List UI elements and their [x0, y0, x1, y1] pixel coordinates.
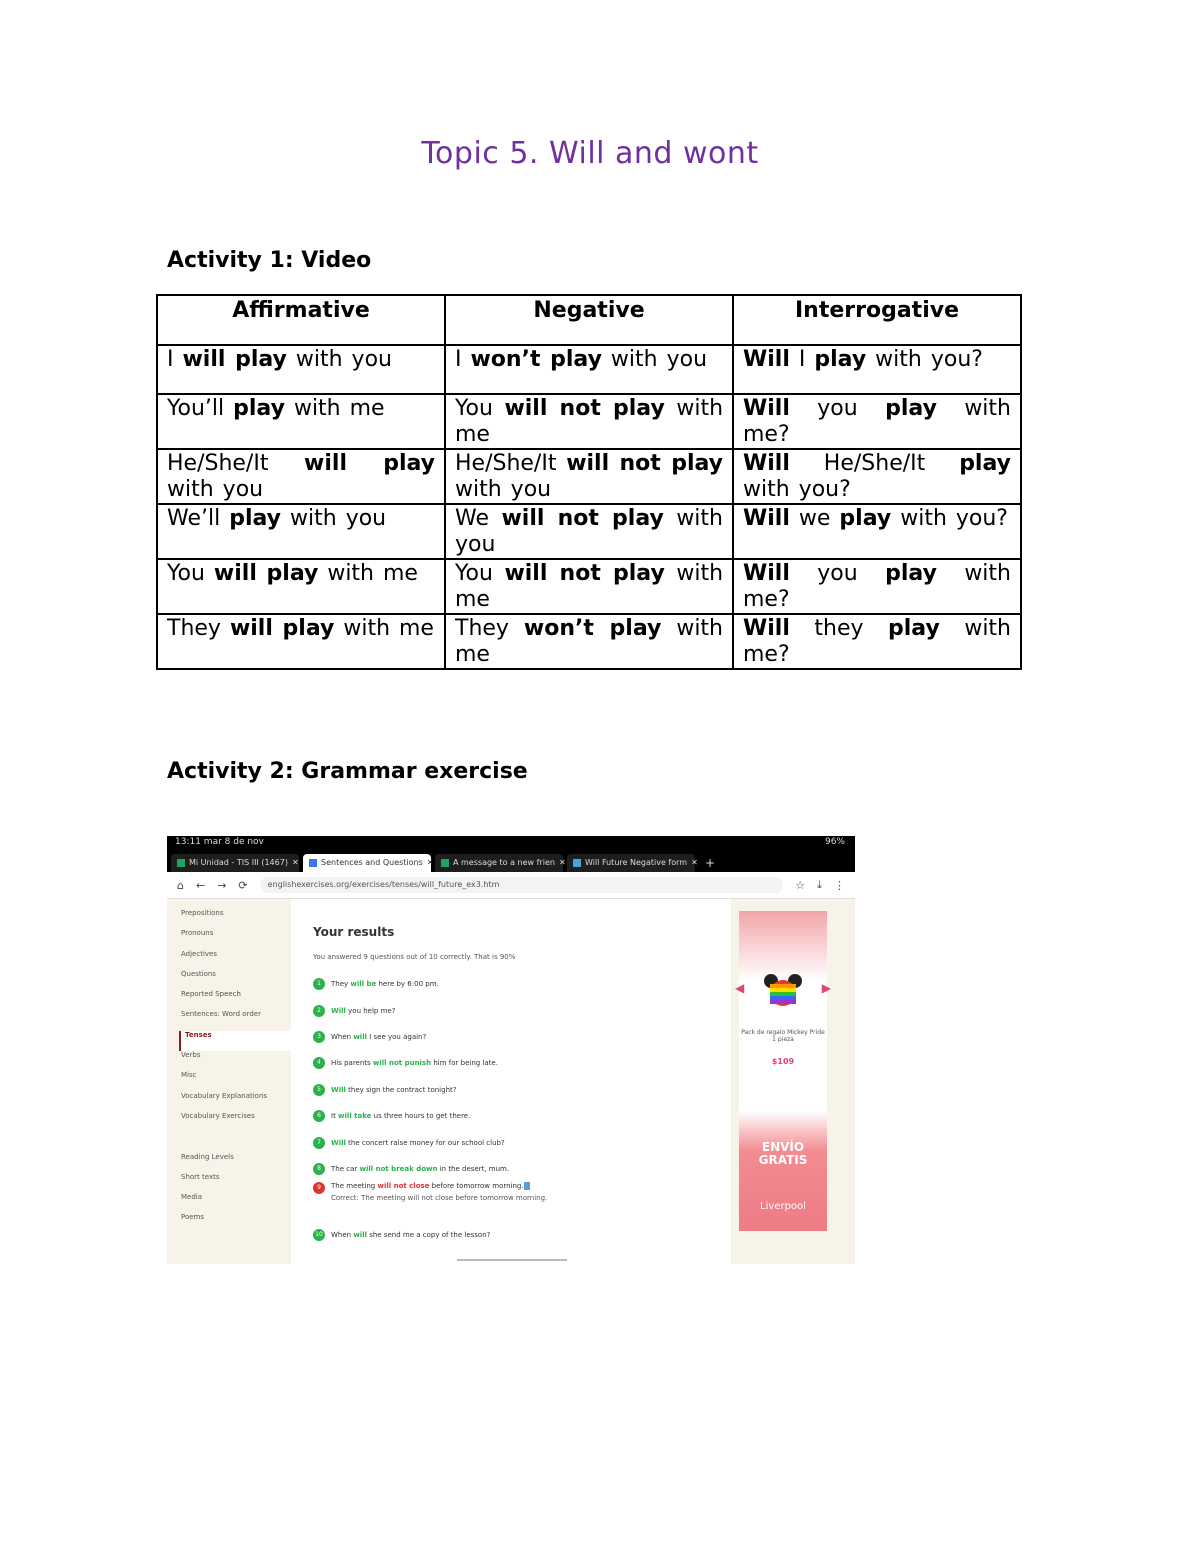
sentence-part: The meeting	[331, 1182, 378, 1191]
header-affirmative: Affirmative	[157, 295, 445, 345]
table-row	[157, 614, 1021, 669]
sidebar-link	[181, 1132, 291, 1152]
answer-highlight: will take	[338, 1112, 372, 1121]
answer-highlight: will not close	[377, 1182, 430, 1191]
correct-badge: 3	[313, 1031, 325, 1043]
table-cell: They will play with me	[157, 614, 445, 669]
sentence-part: His parents	[331, 1059, 373, 1068]
sidebar-link[interactable]: Reading Levels	[181, 1152, 234, 1161]
result-sentence	[331, 1139, 505, 1147]
table-row	[157, 449, 1021, 504]
battery-level: 96%	[824, 837, 845, 847]
status-time: 13:11 mar 8 de nov	[175, 837, 264, 847]
header-negative: Negative	[445, 295, 733, 345]
correct-badge: 8	[313, 1163, 325, 1175]
results-list	[313, 971, 731, 1249]
browser-tab-strip	[167, 852, 855, 872]
table-header-row	[157, 295, 1021, 345]
result-sentence	[331, 1086, 456, 1094]
sentence-part: him for being late.	[431, 1059, 498, 1068]
table-cell: Will you play with me?	[733, 394, 1021, 449]
result-sentence	[331, 1231, 490, 1239]
answer-highlight: Will	[331, 1138, 346, 1147]
answer-highlight: Will	[331, 1006, 346, 1015]
answer-highlight: will be	[350, 980, 377, 989]
sentence-part: When	[331, 1231, 354, 1240]
correct-badge: 6	[313, 1110, 325, 1122]
tab-label: Sentences and Questions	[321, 858, 423, 867]
table-row	[157, 504, 1021, 559]
sidebar-link[interactable]: Sentences: Word order	[181, 1010, 261, 1019]
answer-highlight: will not break down	[359, 1164, 438, 1173]
correct-badge: 2	[313, 1005, 325, 1017]
table-row	[157, 394, 1021, 449]
result-item	[313, 1024, 731, 1050]
result-item	[313, 997, 731, 1023]
close-icon[interactable]: ✕	[291, 858, 299, 867]
sidebar-link[interactable]: Vocabulary Explanations	[181, 1091, 268, 1100]
tab-label: Mi Unidad - TIS III (1467)	[189, 858, 288, 867]
sidebar-link[interactable]: Pronouns	[181, 929, 214, 938]
sentence-part: The car	[331, 1164, 360, 1173]
table-cell: Will we play with you?	[733, 504, 1021, 559]
sentence-part: here by 6:00 pm.	[376, 980, 439, 989]
result-sentence	[331, 1007, 395, 1015]
star-icon[interactable]: ☆	[795, 878, 806, 892]
result-sentence	[331, 1059, 498, 1067]
sentence-part: the concert raise money for our school club?	[345, 1138, 505, 1147]
sentence-part: you help me?	[345, 1006, 396, 1015]
results-title: Your results	[313, 925, 395, 939]
wrong-badge: 9	[313, 1182, 325, 1194]
results-panel	[291, 899, 731, 1264]
advertisement[interactable]	[731, 899, 855, 1264]
table-cell: Will they play with me?	[733, 614, 1021, 669]
sentence-part: she send me a copy of the lesson?	[367, 1231, 491, 1240]
activity-2-heading: Activity 2: Grammar exercise	[167, 759, 528, 784]
sidebar-link[interactable]: Media	[181, 1193, 203, 1202]
close-icon[interactable]: ✕	[558, 858, 566, 867]
table-cell: Will you play with me?	[733, 559, 1021, 614]
correct-answer: Correct: The meeting will not close before tomorrow morning.	[331, 1194, 548, 1203]
correct-badge: 10	[313, 1229, 325, 1241]
sidebar-link[interactable]: Prepositions	[181, 909, 224, 917]
back-icon[interactable]: ←	[195, 878, 206, 892]
answer-highlight: will	[353, 1231, 367, 1240]
url-input[interactable]: englishexercises.org/exercises/tenses/will_future_ex3.htm	[260, 877, 784, 893]
sidebar-link[interactable]: Short texts	[181, 1172, 220, 1181]
correct-badge: 4	[313, 1057, 325, 1069]
table-cell: They won’t play with me	[445, 614, 733, 669]
home-indicator	[457, 1259, 567, 1261]
result-item	[313, 1182, 731, 1222]
wrong-answer-pill	[524, 1182, 530, 1190]
download-icon[interactable]: ⤓	[817, 878, 822, 891]
answer-highlight: will not punish	[372, 1059, 432, 1068]
table-cell: You will not play with me	[445, 559, 733, 614]
menu-icon[interactable]: ⋮	[834, 878, 845, 892]
ad-next-icon[interactable]: ▶	[821, 981, 831, 995]
ad-shipping-banner: ENVÍO GRATIS	[758, 1140, 808, 1167]
browser-tab[interactable]	[435, 854, 566, 872]
result-sentence	[331, 1033, 426, 1041]
ad-price: $109	[771, 1057, 795, 1066]
result-sentence	[331, 1182, 547, 1202]
correct-badge: 7	[313, 1137, 325, 1149]
sentence-part: they sign the contract tonight?	[345, 1085, 457, 1094]
table-cell: You will play with me	[157, 559, 445, 614]
result-item	[313, 1103, 731, 1129]
table-cell: You’ll play with me	[157, 394, 445, 449]
table-row	[157, 345, 1021, 394]
sidebar-link[interactable]: Adjectives	[181, 949, 217, 958]
ad-prev-icon[interactable]: ◀	[735, 981, 745, 995]
sentence-part: It	[331, 1112, 339, 1121]
sentence-part: in the desert, mum.	[437, 1164, 510, 1173]
sentence-part: When	[331, 1032, 354, 1041]
ad-brand: Liverpool	[760, 1201, 806, 1212]
ad-product: Pack de regalo Mickey Pride 1 pieza	[741, 1029, 825, 1043]
tab-favicon-icon	[309, 859, 317, 867]
browser-tab[interactable]	[303, 854, 434, 872]
sidebar-link[interactable]: Reported Speech	[181, 990, 241, 999]
result-item	[313, 1129, 731, 1155]
result-item	[313, 1050, 731, 1076]
home-icon[interactable]: ⌂	[177, 878, 184, 892]
table-cell: I will play with you	[157, 345, 445, 394]
table-cell: We’ll play with you	[157, 504, 445, 559]
table-cell: Will He/She/It play with you?	[733, 449, 1021, 504]
sidebar-link[interactable]: Vocabulary Exercises	[181, 1111, 255, 1120]
new-tab-icon[interactable]: +	[705, 856, 716, 870]
table-cell: We will not play with you	[445, 504, 733, 559]
answer-highlight: Will	[331, 1085, 346, 1094]
table-cell: He/She/It will not play with you	[445, 449, 733, 504]
tab-favicon-icon	[441, 859, 449, 867]
results-score: You answered 9 questions out of 10 correctly. That is 90%	[313, 953, 516, 961]
result-item	[313, 1222, 731, 1248]
sidebar-link[interactable]: Questions	[181, 969, 216, 978]
will-conjugation-table	[156, 294, 1022, 670]
tab-label: A message to a new frien	[453, 858, 555, 867]
sentence-part: before tomorrow morning.	[429, 1182, 524, 1191]
answer-highlight: will	[353, 1032, 367, 1041]
browser-tab[interactable]	[567, 854, 698, 872]
table-cell: He/She/It will play with you	[157, 449, 445, 504]
browser-tab[interactable]	[171, 854, 299, 872]
sidebar-link[interactable]: Tenses	[179, 1031, 291, 1051]
page-title: Topic 5. Will and wont	[421, 136, 759, 171]
table-cell: Will I play with you?	[733, 345, 1021, 394]
result-item	[313, 971, 731, 997]
sidebar-link[interactable]: Misc	[181, 1071, 197, 1080]
address-bar-row	[167, 872, 855, 899]
tab-favicon-icon	[177, 859, 185, 867]
table-cell: You will not play with me	[445, 394, 733, 449]
tab-label: Will Future Negative form	[585, 858, 688, 867]
result-item	[313, 1156, 731, 1182]
activity-1-heading: Activity 1: Video	[167, 248, 372, 273]
result-sentence	[331, 1112, 470, 1120]
exercise-results-screenshot	[167, 836, 855, 1264]
mickey-ornament-icon	[763, 971, 803, 1011]
close-icon[interactable]: ✕	[691, 858, 698, 867]
correct-badge: 5	[313, 1084, 325, 1096]
reload-icon[interactable]: ⟳	[238, 878, 248, 892]
sentence-part: I see you again?	[367, 1032, 427, 1041]
forward-icon[interactable]: →	[217, 878, 227, 892]
status-bar	[167, 836, 855, 852]
result-sentence	[331, 1165, 509, 1173]
tab-favicon-icon	[573, 859, 581, 867]
result-item	[313, 1077, 731, 1103]
result-sentence	[331, 980, 439, 988]
ad-banner[interactable]	[735, 911, 831, 1231]
sentence-part: us three hours to get there.	[371, 1112, 471, 1121]
correct-badge: 1	[313, 978, 325, 990]
sentence-part: They	[331, 980, 351, 989]
table-row	[157, 559, 1021, 614]
sidebar-link[interactable]: Poems	[181, 1213, 205, 1222]
sidebar-link[interactable]: Verbs	[181, 1051, 201, 1060]
site-sidebar	[167, 899, 291, 1264]
table-cell: I won’t play with you	[445, 345, 733, 394]
close-icon[interactable]: ✕	[426, 858, 434, 867]
header-interrogative: Interrogative	[733, 295, 1021, 345]
